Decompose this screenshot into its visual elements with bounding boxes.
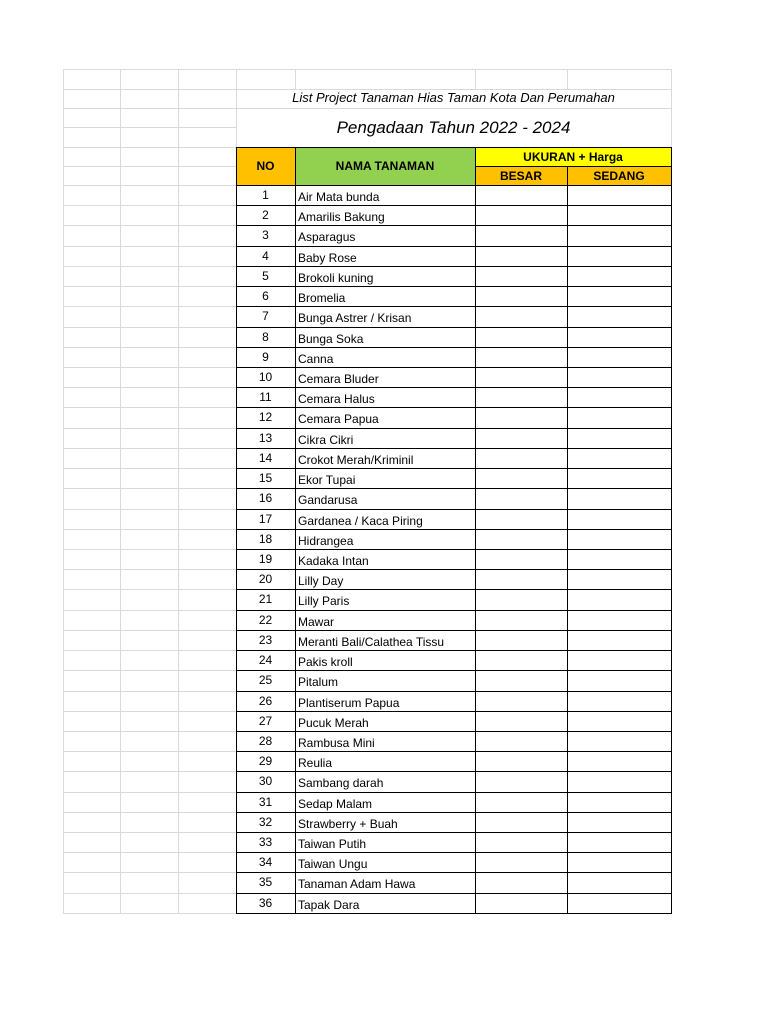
border-h bbox=[236, 812, 672, 813]
border-v bbox=[671, 147, 672, 914]
sedang-price-cell[interactable] bbox=[568, 894, 670, 912]
besar-price-cell[interactable] bbox=[476, 348, 566, 366]
row-number: 35 bbox=[258, 875, 273, 890]
besar-price-cell[interactable] bbox=[476, 671, 566, 689]
row-number: 30 bbox=[258, 774, 273, 789]
border-h bbox=[236, 792, 672, 793]
besar-price-cell[interactable] bbox=[476, 873, 566, 891]
sedang-price-cell[interactable] bbox=[568, 752, 670, 770]
plant-name: Taiwan Ungu bbox=[298, 857, 368, 872]
row-number: 27 bbox=[258, 713, 273, 728]
plant-name: Amarilis Bakung bbox=[298, 210, 385, 225]
sedang-price-cell[interactable] bbox=[568, 772, 670, 790]
row-number: 18 bbox=[258, 531, 273, 546]
besar-price-cell[interactable] bbox=[476, 287, 566, 305]
row-number: 31 bbox=[258, 794, 273, 809]
border-h bbox=[236, 246, 672, 247]
sedang-price-cell[interactable] bbox=[568, 510, 670, 528]
sheet-title: List Project Tanaman Hias Taman Kota Dan Perumahan bbox=[292, 90, 615, 105]
plant-name: Baby Rose bbox=[298, 250, 357, 265]
besar-price-cell[interactable] bbox=[476, 550, 566, 568]
besar-price-cell[interactable] bbox=[476, 833, 566, 851]
header-ukuran-harga: UKURAN + Harga bbox=[523, 150, 623, 164]
border-h bbox=[236, 731, 672, 732]
besar-price-cell[interactable] bbox=[476, 894, 566, 912]
plant-name: Pucuk Merah bbox=[298, 715, 369, 730]
sedang-price-cell[interactable] bbox=[568, 813, 670, 831]
besar-price-cell[interactable] bbox=[476, 510, 566, 528]
plant-name: Meranti Bali/Calathea Tissu bbox=[298, 634, 445, 649]
border-h bbox=[236, 327, 672, 328]
row-number: 8 bbox=[262, 329, 269, 344]
border-h bbox=[236, 488, 672, 489]
besar-price-cell[interactable] bbox=[476, 732, 566, 750]
row-number: 11 bbox=[259, 390, 272, 405]
plant-name: Crokot Merah/Kriminil bbox=[298, 452, 414, 467]
border-h bbox=[236, 147, 672, 148]
border-h bbox=[236, 509, 672, 510]
border-h bbox=[236, 610, 672, 611]
besar-price-cell[interactable] bbox=[476, 469, 566, 487]
row-number: 24 bbox=[258, 653, 273, 668]
besar-price-cell[interactable] bbox=[476, 429, 566, 447]
sedang-price-cell[interactable] bbox=[568, 348, 670, 366]
sedang-price-cell[interactable] bbox=[568, 833, 670, 851]
row-number: 13 bbox=[258, 430, 273, 445]
gridline-v bbox=[63, 69, 64, 914]
header-nama-tanaman: NAMA TANAMAN bbox=[335, 159, 435, 173]
row-number: 26 bbox=[258, 693, 273, 708]
plant-name: Mawar bbox=[298, 614, 335, 629]
sedang-price-cell[interactable] bbox=[568, 692, 670, 710]
border-h bbox=[236, 468, 672, 469]
sedang-price-cell[interactable] bbox=[568, 186, 670, 204]
row-number: 33 bbox=[258, 835, 273, 850]
plant-name: Plantiserum Papua bbox=[298, 695, 400, 710]
besar-price-cell[interactable] bbox=[476, 328, 566, 346]
border-h bbox=[236, 448, 672, 449]
row-number: 6 bbox=[262, 289, 269, 304]
sedang-price-cell[interactable] bbox=[568, 247, 670, 265]
border-h bbox=[236, 670, 672, 671]
plant-name: Lilly Paris bbox=[298, 594, 350, 609]
sedang-price-cell[interactable] bbox=[568, 671, 670, 689]
border-h bbox=[236, 529, 672, 530]
gridline-h bbox=[63, 69, 672, 70]
border-h bbox=[236, 751, 672, 752]
plant-name: Cikra Cikri bbox=[298, 432, 354, 447]
border-h bbox=[236, 630, 672, 631]
sedang-price-cell[interactable] bbox=[568, 368, 670, 386]
plant-name: Asparagus bbox=[298, 230, 356, 245]
border-v bbox=[475, 147, 476, 914]
plant-name: Lilly Day bbox=[298, 574, 344, 589]
header-no: NO bbox=[256, 159, 275, 173]
plant-name: Cemara Halus bbox=[298, 392, 375, 407]
plant-name: Gandarusa bbox=[298, 493, 358, 508]
sedang-price-cell[interactable] bbox=[568, 267, 670, 285]
row-number: 3 bbox=[262, 228, 269, 243]
row-number: 34 bbox=[258, 855, 273, 870]
row-number: 36 bbox=[258, 895, 273, 910]
border-h bbox=[236, 691, 672, 692]
besar-price-cell[interactable] bbox=[476, 307, 566, 325]
besar-price-cell[interactable] bbox=[476, 186, 566, 204]
plant-name: Tanaman Adam Hawa bbox=[298, 877, 416, 892]
row-number: 25 bbox=[258, 673, 273, 688]
plant-name: Taiwan Putih bbox=[298, 837, 367, 852]
plant-name: Tapak Dara bbox=[298, 897, 360, 912]
plant-name: Sambang darah bbox=[298, 776, 384, 791]
plant-name: Brokoli kuning bbox=[298, 270, 374, 285]
plant-name: Air Mata bunda bbox=[298, 190, 380, 204]
border-h bbox=[236, 589, 672, 590]
sedang-price-cell[interactable] bbox=[568, 530, 670, 548]
border-h bbox=[236, 872, 672, 873]
border-h bbox=[236, 225, 672, 226]
sedang-price-cell[interactable] bbox=[568, 408, 670, 426]
border-h bbox=[236, 852, 672, 853]
besar-price-cell[interactable] bbox=[476, 752, 566, 770]
besar-price-cell[interactable] bbox=[476, 772, 566, 790]
sedang-price-cell[interactable] bbox=[568, 489, 670, 507]
border-h bbox=[236, 711, 672, 712]
plant-name: Cemara Papua bbox=[298, 412, 379, 427]
row-number: 1 bbox=[262, 188, 269, 202]
gridline-h bbox=[237, 108, 671, 109]
border-h bbox=[236, 428, 672, 429]
border-v bbox=[567, 166, 568, 914]
row-number: 28 bbox=[258, 733, 273, 748]
sedang-price-cell[interactable] bbox=[568, 793, 670, 811]
border-h bbox=[236, 205, 672, 206]
plant-name: Bromelia bbox=[298, 291, 346, 306]
besar-price-cell[interactable] bbox=[476, 489, 566, 507]
besar-price-cell[interactable] bbox=[476, 449, 566, 467]
besar-price-cell[interactable] bbox=[476, 570, 566, 588]
row-number: 2 bbox=[262, 208, 269, 223]
plant-name: Pitalum bbox=[298, 675, 339, 690]
plant-name: Gardanea / Kaca Piring bbox=[298, 513, 423, 528]
besar-price-cell[interactable] bbox=[476, 793, 566, 811]
sedang-price-cell[interactable] bbox=[568, 328, 670, 346]
row-number: 7 bbox=[262, 309, 269, 324]
row-number: 19 bbox=[258, 551, 273, 566]
row-number: 15 bbox=[258, 471, 273, 486]
sedang-price-cell[interactable] bbox=[568, 287, 670, 305]
plant-name: Kadaka Intan bbox=[298, 553, 369, 568]
border-v bbox=[236, 147, 237, 914]
besar-price-cell[interactable] bbox=[476, 853, 566, 871]
border-h bbox=[236, 771, 672, 772]
row-number: 23 bbox=[258, 632, 273, 647]
plant-name: Bunga Astrer / Krisan bbox=[298, 311, 412, 326]
besar-price-cell[interactable] bbox=[476, 813, 566, 831]
plant-name: Ekor Tupai bbox=[298, 473, 356, 488]
row-number: 29 bbox=[258, 754, 273, 769]
plant-name: Strawberry + Buah bbox=[298, 816, 398, 831]
sedang-price-cell[interactable] bbox=[568, 631, 670, 649]
besar-price-cell[interactable] bbox=[476, 368, 566, 386]
sedang-price-cell[interactable] bbox=[568, 873, 670, 891]
border-h bbox=[236, 569, 672, 570]
sedang-price-cell[interactable] bbox=[568, 550, 670, 568]
row-number: 12 bbox=[258, 410, 273, 425]
border-h bbox=[236, 407, 672, 408]
sedang-price-cell[interactable] bbox=[568, 388, 670, 406]
sedang-price-cell[interactable] bbox=[568, 651, 670, 669]
sedang-price-cell[interactable] bbox=[568, 590, 670, 608]
sedang-price-cell[interactable] bbox=[568, 611, 670, 629]
plant-name: Hidrangea bbox=[298, 533, 354, 548]
besar-price-cell[interactable] bbox=[476, 267, 566, 285]
besar-price-cell[interactable] bbox=[476, 611, 566, 629]
plant-name: Sedap Malam bbox=[298, 796, 373, 811]
row-number: 22 bbox=[258, 612, 273, 627]
border-h bbox=[236, 913, 672, 914]
header-besar: BESAR bbox=[499, 169, 542, 183]
border-h bbox=[236, 266, 672, 267]
row-number: 20 bbox=[258, 572, 273, 587]
besar-price-cell[interactable] bbox=[476, 408, 566, 426]
sedang-price-cell[interactable] bbox=[568, 469, 670, 487]
besar-price-cell[interactable] bbox=[476, 651, 566, 669]
border-h bbox=[475, 166, 672, 167]
sedang-price-cell[interactable] bbox=[568, 429, 670, 447]
border-h bbox=[236, 347, 672, 348]
border-h bbox=[236, 286, 672, 287]
row-number: 10 bbox=[258, 369, 273, 384]
plant-name: Canna bbox=[298, 351, 334, 366]
besar-price-cell[interactable] bbox=[476, 206, 566, 224]
gridline-v bbox=[120, 69, 121, 914]
sedang-price-cell[interactable] bbox=[568, 853, 670, 871]
besar-price-cell[interactable] bbox=[476, 712, 566, 730]
gridline-v bbox=[178, 69, 179, 914]
border-h bbox=[236, 549, 672, 550]
row-number: 16 bbox=[258, 491, 273, 506]
border-h bbox=[236, 185, 672, 186]
sheet-subtitle: Pengadaan Tahun 2022 - 2024 bbox=[336, 118, 571, 137]
besar-price-cell[interactable] bbox=[476, 692, 566, 710]
besar-price-cell[interactable] bbox=[476, 247, 566, 265]
border-h bbox=[236, 650, 672, 651]
border-h bbox=[236, 306, 672, 307]
row-number: 14 bbox=[258, 450, 273, 465]
besar-price-cell[interactable] bbox=[476, 388, 566, 406]
row-number: 9 bbox=[262, 349, 269, 364]
sedang-price-cell[interactable] bbox=[568, 307, 670, 325]
sedang-price-cell[interactable] bbox=[568, 449, 670, 467]
row-number: 4 bbox=[262, 248, 269, 263]
header-sedang: SEDANG bbox=[593, 169, 645, 183]
row-number: 21 bbox=[258, 592, 273, 607]
border-v bbox=[295, 147, 296, 914]
besar-price-cell[interactable] bbox=[476, 590, 566, 608]
plant-name: Bunga Soka bbox=[298, 331, 364, 346]
besar-price-cell[interactable] bbox=[476, 631, 566, 649]
row-number: 32 bbox=[258, 814, 273, 829]
sedang-price-cell[interactable] bbox=[568, 732, 670, 750]
plant-name: Cemara Bluder bbox=[298, 371, 379, 386]
sedang-price-cell[interactable] bbox=[568, 712, 670, 730]
plant-name: Reulia bbox=[298, 756, 333, 771]
border-h bbox=[236, 832, 672, 833]
sedang-price-cell[interactable] bbox=[568, 570, 670, 588]
border-h bbox=[236, 893, 672, 894]
border-h bbox=[236, 367, 672, 368]
besar-price-cell[interactable] bbox=[476, 530, 566, 548]
sedang-price-cell[interactable] bbox=[568, 226, 670, 244]
row-number: 5 bbox=[262, 268, 269, 283]
sedang-price-cell[interactable] bbox=[568, 206, 670, 224]
border-h bbox=[236, 387, 672, 388]
row-number: 17 bbox=[258, 511, 273, 526]
plant-name: Pakis kroll bbox=[298, 655, 353, 670]
besar-price-cell[interactable] bbox=[476, 226, 566, 244]
plant-name: Rambusa Mini bbox=[298, 735, 375, 750]
